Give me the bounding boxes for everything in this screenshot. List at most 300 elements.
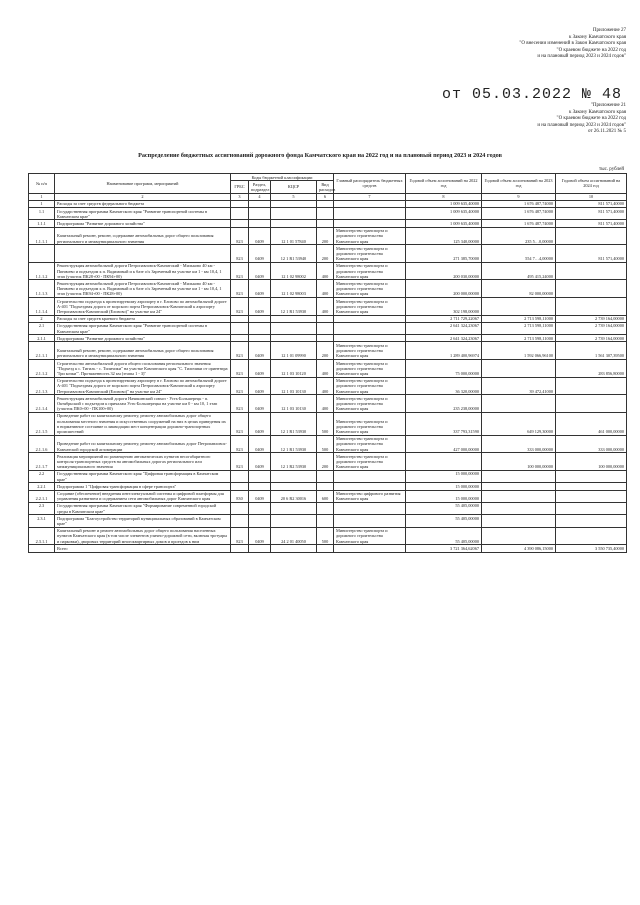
row-2022: 302 198,00000 [406,298,482,316]
col-index: 7 [334,193,406,200]
row-2024: 333 000,00000 [556,435,627,453]
row-vr: 200 [317,453,334,471]
row-name: Государственная программа Камчатского края "Развитие транспортной системы в Камчатском крае" [55,208,231,220]
row-section: 0409 [249,262,271,280]
row-section: 0409 [249,453,271,471]
row-recipient [334,515,406,527]
row-number: 1.1.1.2 [29,262,55,280]
table-row [29,453,627,471]
row-grbs: 823 [231,280,249,298]
col-section: Раздел, подраздел [249,181,271,193]
row-2024 [556,502,627,514]
row-recipient: Министерство транспорта и дорожного строительства Камчатского края [334,453,406,471]
row-2023 [482,470,556,482]
col-num: № п/п [29,174,55,194]
table-row [29,545,627,552]
col-index: 9 [482,193,556,200]
row-name [55,245,231,263]
row-2022: 2 711 729,22067 [406,315,482,322]
table-row [29,412,627,435]
row-grbs: 823 [231,453,249,471]
row-2022: 2 641 324,23067 [406,322,482,334]
row-vr: 500 [317,527,334,545]
row-2023 [482,395,556,413]
row-csr: 12 1 R1 53930 [271,412,317,435]
row-2023: 1 676 487,74000 [482,220,556,227]
appendix-line: "О внесении изменений в Закон Камчатского края [519,41,626,47]
row-vr [317,208,334,220]
row-grbs: 823 [231,262,249,280]
row-2024 [556,483,627,490]
row-csr: 12 1 03 10130 [271,377,317,395]
row-csr [271,502,317,514]
table-row [29,395,627,413]
row-csr: 12 1 01 57840 [271,227,317,245]
row-name: Расходы за счет средств федерального бюджета [55,200,231,207]
row-section: 0409 [249,342,271,360]
row-number: 1.1.1.4 [29,298,55,316]
row-vr: 400 [317,280,334,298]
row-csr [271,515,317,527]
row-grbs [231,502,249,514]
row-2024 [556,395,627,413]
row-2022: 1 009 635,40000 [406,220,482,227]
row-2023: 4 390 086,15000 [482,545,556,552]
col-csr: КЦСР [271,181,317,193]
row-grbs: 823 [231,395,249,413]
row-2022: 200 030,00000 [406,262,482,280]
row-2022: 1 009 635,40000 [406,208,482,220]
row-2022: 337 793,31590 [406,412,482,435]
row-2022 [406,453,482,471]
row-csr [271,545,317,552]
row-number: 2.3.1.1 [29,527,55,545]
table-row [29,227,627,245]
row-csr: 24 2 01 40050 [271,527,317,545]
row-grbs: 823 [231,227,249,245]
row-2023 [482,483,556,490]
row-section [249,322,271,334]
row-section: 0409 [249,435,271,453]
row-section: 0409 [249,412,271,435]
row-grbs [231,208,249,220]
col-2024: Годовой объем ассигнований на 2024 год [556,174,627,194]
row-number: 1.1.1.3 [29,280,55,298]
row-csr [271,200,317,207]
budget-table [28,173,627,553]
row-recipient: Министерство транспорта и дорожного строительства Камчатского края [334,245,406,263]
appendix-line: к Закону Камчатского края [568,109,626,115]
row-grbs: 823 [231,245,249,263]
row-2022: 15 000,00000 [406,483,482,490]
row-number: 1.1.1 [29,220,55,227]
row-2023: 1 676 487,74000 [482,200,556,207]
row-grbs: 823 [231,435,249,453]
row-2024: 811 571,40000 [556,200,627,207]
row-2024 [556,527,627,545]
row-number: 1.1.1.1 [29,227,55,245]
table-row [29,490,627,502]
unit-label: тыс. рублей [599,167,624,172]
row-csr: 12 1 03 10130 [271,395,317,413]
table-body [29,200,627,552]
row-grbs: 823 [231,412,249,435]
row-section [249,483,271,490]
appendix-line: и на плановый период 2023 и 2024 годов" [537,54,626,60]
col-index: 4 [249,193,271,200]
row-name: Подпрограмма "Развитие дорожного хозяйства" [55,220,231,227]
appendix-header-top [416,28,626,61]
row-2024 [556,490,627,502]
appendix-line: к Закону Камчатского края [568,34,626,40]
row-recipient [334,322,406,334]
table-row [29,322,627,334]
row-csr: 12 1 R2 53930 [271,453,317,471]
row-section [249,220,271,227]
row-2023 [482,298,556,316]
row-number: 2.1.1.3 [29,377,55,395]
row-name: Капитальный ремонт и ремонт автомобильных дорог общего пользования населенных пунктов Камчатского края (в том числе элементов улично-дорожной сети, включая тротуары и парковки), дворовых территорий многоквартирных домов и проездов к ним [55,527,231,545]
row-vr [317,335,334,342]
col-2023: Годовой объем ассигнований на 2023 год [482,174,556,194]
appendix-line: "О краевом бюджете на 2022 год [556,47,626,53]
row-name: Капитальный ремонт, ремонт, содержание автомобильных дорог общего пользования регионального и межмуниципального значения [55,227,231,245]
row-name: Расходы за счет средств краевого бюджета [55,315,231,322]
row-2024: 3 550 735,40000 [556,545,627,552]
row-2024 [556,262,627,280]
row-section: 0409 [249,245,271,263]
row-recipient: Министерство транспорта и дорожного строительства Камчатского края [334,435,406,453]
row-recipient: Министерство транспорта и дорожного строительства Камчатского края [334,377,406,395]
col-index: 6 [317,193,334,200]
row-vr: 600 [317,490,334,502]
row-recipient: Министерство цифрового развития Камчатского края [334,490,406,502]
row-section [249,545,271,552]
col-index: 5 [271,193,317,200]
col-index: 10 [556,193,627,200]
row-vr [317,470,334,482]
appendix-line: и на плановый период 2023 и 2024 годов" [537,122,626,128]
row-grbs [231,515,249,527]
row-2023: 495 415,24000 [482,262,556,280]
row-recipient: Министерство транспорта и дорожного строительства Камчатского края [334,412,406,435]
row-2023: 100 000,00000 [482,453,556,471]
col-index: 1 [29,193,55,200]
table-row [29,483,627,490]
row-name: Строительство подъезда к проектируемому аэропорту в г. Елизово по автомобильной дороге А-401 "Подъездная дорога от морского порта Петропавловск-Камчатский к аэропорту Петропавловск-Камчатский (Елизово)" на участке км 24" [55,298,231,316]
appendix-line: от 26.11.2021 № 5 [588,129,626,135]
table-row [29,220,627,227]
row-csr: 12 1 R1 53930 [271,435,317,453]
row-2024: 2 739 164,00000 [556,315,627,322]
row-name: Строительство подъезда к проектируемому аэропорту в г. Елизово по автомобильной дороге А-401 "Подъездная дорога от морского порта Петропавловск-Камчатский к аэропорту Петропавловск-Камчатский (Елизово)" на участке км 24" [55,377,231,395]
row-grbs [231,470,249,482]
row-number: 2.1 [29,322,55,334]
row-2023: 554 7…4,00000 [482,245,556,263]
row-2024 [556,280,627,298]
row-recipient: Министерство транспорта и дорожного строительства Камчатского края [334,298,406,316]
table-row [29,245,627,263]
table-row [29,200,627,207]
row-2023: 2 713 598,11000 [482,322,556,334]
row-name: Государственная программа Камчатского края "Формирование современной городской среды в Камчатском крае" [55,502,231,514]
row-name: Реконструкция автомобильной дороги Петропавловск-Камчатский - Мильково 40 км - Пиначево и подъездом к п. Вадимовый и к базе о/х Зареченый на участке км 1 - км 10,4, 1 этап (участок ПК94+00 - ПК28+00) [55,280,231,298]
row-csr: 12 1 R1 53940 [271,245,317,263]
col-index: 2 [55,193,231,200]
row-2022: 2 641 324,23067 [406,335,482,342]
row-recipient: Министерство транспорта и дорожного строительства Камчатского края [334,280,406,298]
row-number: 2.1.1.1 [29,342,55,360]
row-2022: 125 340,00000 [406,227,482,245]
row-2022: 271 385,70000 [406,245,482,263]
row-section [249,208,271,220]
row-number [29,545,55,552]
row-2023: 1 592 066,96100 [482,342,556,360]
appendix-line: "Приложение 21 [590,103,626,108]
row-section: 0409 [249,227,271,245]
row-vr [317,220,334,227]
row-name: Создание (обеспечение) внедрения интеллектуальной системы и цифровой платформы для управления развитием и содержанием сети автомобильных дорог Камчатского края [55,490,231,502]
row-vr: 400 [317,395,334,413]
row-number: 1.1 [29,208,55,220]
row-vr [317,483,334,490]
row-grbs [231,322,249,334]
row-csr [271,335,317,342]
row-2024 [556,227,627,245]
row-2023: 2 713 598,11000 [482,315,556,322]
row-vr: 500 [317,435,334,453]
row-recipient: Министерство транспорта и дорожного строительства Камчатского края [334,262,406,280]
row-2022: 36 320,00000 [406,377,482,395]
row-name: Подпрограмма 1 "Цифровая трансформация в сфере транспорта" [55,483,231,490]
row-section: 0409 [249,360,271,378]
row-grbs: 823 [231,342,249,360]
row-grbs [231,220,249,227]
row-2024: 461 000,00000 [556,412,627,435]
row-csr [271,208,317,220]
row-section [249,470,271,482]
row-2024 [556,470,627,482]
table-row [29,470,627,482]
row-2024: 283 856,80000 [556,360,627,378]
row-2024: 811 571,40000 [556,208,627,220]
row-recipient [334,502,406,514]
row-section: 0409 [249,377,271,395]
row-2023: 39 472,41000 [482,377,556,395]
row-number: 2.1.1.5 [29,412,55,435]
row-vr: 500 [317,412,334,435]
row-number: 2.1.1.6 [29,435,55,453]
row-section: 0409 [249,490,271,502]
row-section [249,502,271,514]
row-2023 [482,515,556,527]
col-recipient: Главный распорядитель бюджетных средств [334,174,406,194]
row-2023 [482,527,556,545]
row-csr [271,483,317,490]
row-grbs [231,545,249,552]
appendix-line: "О краевом бюджете на 2022 год [556,116,626,122]
row-vr [317,322,334,334]
table-row [29,377,627,395]
row-section [249,200,271,207]
row-2022: 427 000,00000 [406,435,482,453]
row-2024 [556,298,627,316]
row-2022: 200 000,00000 [406,280,482,298]
row-recipient: Министерство транспорта и дорожного строительства Камчатского края [334,360,406,378]
row-number: 2 [29,315,55,322]
col-vr: Вид расходов [317,181,334,193]
row-vr [317,502,334,514]
row-grbs [231,335,249,342]
row-number: 2.1.1.7 [29,453,55,471]
table-row [29,335,627,342]
row-grbs: 823 [231,377,249,395]
row-vr [317,515,334,527]
table-row [29,435,627,453]
row-number [29,245,55,263]
row-vr [317,545,334,552]
col-name: Наименование программ, мероприятий [55,174,231,194]
row-name: Государственная программа Камчатского края "Цифровая трансформация в Камчатском крае" [55,470,231,482]
appendix-line: Приложение 27 [592,28,626,33]
row-number: 2.2.1 [29,483,55,490]
row-name: Проведение работ по капитальному ремонту, ремонту автомобильных дорог Петропавловск-Камчатской городской агломерации [55,435,231,453]
row-vr: 400 [317,298,334,316]
row-2024 [556,377,627,395]
row-grbs [231,200,249,207]
row-csr: 12 1 02 98002 [271,262,317,280]
table-row [29,262,627,280]
row-csr: 12 1 03 10120 [271,360,317,378]
date-stamp: от 05.03.2022 № 48 [441,86,622,103]
row-grbs: 823 [231,360,249,378]
row-name: Реализация мероприятий по размещению автоматических пунктов весогабаритного контроля транспортных средств на автомобильных дорогах регионального или межмуниципального значения [55,453,231,471]
row-number: 1 [29,200,55,207]
row-2024: 811 571,40000 [556,245,627,263]
row-recipient: Министерство транспорта и дорожного строительства Камчатского края [334,227,406,245]
row-number: 2.1.1 [29,335,55,342]
row-vr: 400 [317,377,334,395]
row-csr: 20 6 R2 30016 [271,490,317,502]
row-2022: 1 289 400,96974 [406,342,482,360]
appendix-header-bottom [416,103,626,136]
row-2023: 235 5…0,00000 [482,227,556,245]
row-2024 [556,515,627,527]
row-grbs: 830 [231,490,249,502]
row-2022: 15 000,00000 [406,490,482,502]
table-row [29,515,627,527]
row-section: 0409 [249,280,271,298]
row-section: 0409 [249,527,271,545]
table-row [29,527,627,545]
row-recipient: Министерство транспорта и дорожного строительства Камчатского края [334,395,406,413]
row-csr [271,220,317,227]
row-csr: 12 1 R1 53930 [271,298,317,316]
row-csr [271,315,317,322]
row-name: Строительство автомобильной дороги общего пользования регионального значения "Подъезд к с. Тигиль - с. Тиличики" на участке Камчатского края "С. Тиличики от ориентира 'Три кочки'". Протяженность 32 км (этапы 1 - 3)" [55,360,231,378]
row-number: 2.1.1.2 [29,360,55,378]
row-csr: 12 1 02 98003 [271,280,317,298]
row-name: Капитальный ремонт, ремонт, содержание автомобильных дорог общего пользования регионального и межмуниципального значения [55,342,231,360]
row-vr: 200 [317,342,334,360]
row-2023 [482,490,556,502]
row-vr: 200 [317,245,334,263]
row-2024: 1 561 307,39500 [556,342,627,360]
row-2022: 55 405,00000 [406,502,482,514]
row-recipient [334,545,406,552]
table-row [29,208,627,220]
row-2022: 235 238,00000 [406,395,482,413]
row-grbs: 823 [231,298,249,316]
row-recipient: Министерство транспорта и дорожного строительства Камчатского края [334,342,406,360]
row-number: 2.2 [29,470,55,482]
table-row [29,280,627,298]
row-grbs: 823 [231,527,249,545]
row-2024: 2 739 164,00000 [556,322,627,334]
row-vr: 400 [317,262,334,280]
row-recipient [334,470,406,482]
row-section [249,335,271,342]
row-recipient [334,220,406,227]
table-row [29,360,627,378]
row-name: Проведение работ по капитальному ремонту, ремонту автомобильных дорог общего пользования местного значения и искусственных сооружений на них в целях приведения их в нормативное состояние и ликвидации мест концентрации дорожно-транспортных происшествий [55,412,231,435]
row-2023: 333 000,00000 [482,435,556,453]
row-grbs [231,483,249,490]
row-vr [317,315,334,322]
row-number: 2.3 [29,502,55,514]
row-recipient [334,315,406,322]
row-vr: 400 [317,360,334,378]
row-csr [271,470,317,482]
row-2022: 55 405,00000 [406,515,482,527]
row-csr: 12 1 01 09990 [271,342,317,360]
table-row [29,315,627,322]
row-name: Всего [55,545,231,552]
row-name: Государственная программа Камчатского края "Развитие транспортной системы в Камчатском крае" [55,322,231,334]
table-row [29,298,627,316]
row-2023: 1 676 487,74000 [482,208,556,220]
row-name: Подпрограмма "Развитие дорожного хозяйства" [55,335,231,342]
row-2023: 2 713 598,11000 [482,335,556,342]
row-2023 [482,502,556,514]
col-index: 8 [406,193,482,200]
row-number: 2.3.1 [29,515,55,527]
row-2022: 3 721 364,62067 [406,545,482,552]
document-title: Распределение бюджетных ассигнований дорожного фонда Камчатского края на 2022 год и на плановый период 2023 и 2024 годов [138,152,502,159]
row-2022: 75 000,00000 [406,360,482,378]
row-2024: 2 739 164,00000 [556,335,627,342]
row-section: 0409 [249,298,271,316]
row-recipient: Министерство транспорта и дорожного строительства Камчатского края [334,527,406,545]
table-row [29,502,627,514]
row-2024: 811 571,40000 [556,220,627,227]
row-2023: 82 000,00000 [482,280,556,298]
col-2022: Годовой объем ассигнований на 2022 год [406,174,482,194]
col-grbs: ГРБС [231,181,249,193]
row-number: 2.2.1.1 [29,490,55,502]
row-name: Реконструкция автомобильной дороги Начикинский совхоз - Усть-Большерецк - п. Октябрьский с подъездом к причалам Усть-Большерецка на участке км 0 - км 10, 1 этап (участок ПК0+00 - ПК100+00) [55,395,231,413]
row-2023: 649 129,30000 [482,412,556,435]
row-section [249,515,271,527]
row-recipient [334,200,406,207]
row-name: Подпрограмма "Благоустройство территорий муниципальных образований в Камчатском крае" [55,515,231,527]
row-2022: 1 009 635,40000 [406,200,482,207]
col-codes-group: Коды бюджетной классификации [231,174,334,181]
row-2022: 55 405,00000 [406,527,482,545]
row-recipient [334,335,406,342]
row-section: 0409 [249,395,271,413]
table-row [29,342,627,360]
